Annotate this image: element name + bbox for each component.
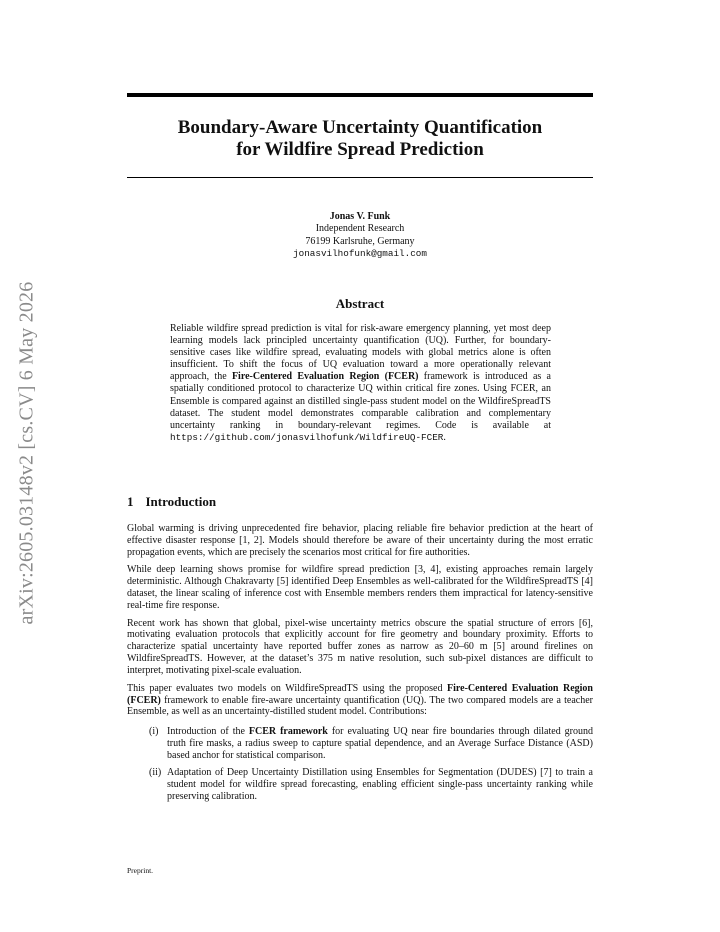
section-heading: [127, 494, 216, 510]
contribution-1-part2: for evaluating UQ near fire boundaries through dilated ground truth fire masks, a radius sweep to capture spatial dependence, and an Average Surface Distance (ASD) based anchor for statistical comparison.: [167, 726, 594, 762]
paragraph-1: Global warming is driving unprecedented fire behavior, placing reliable fire behavior prediction at the heart of effective disaster response [1, 2]. Models should therefore be aware of their uncertainty during the most erratic propagation events, which are precisely the scenarios most critical for fire authorities.: [127, 523, 593, 558]
footer-note: Preprint.: [127, 866, 154, 875]
title-line-1: Boundary-Aware Uncertainty Quantification: [177, 117, 543, 138]
abstract-text-part2: framework is introduced as a spatially conditioned protocol to characterize UQ within critical fire zones. Using FCER, an Ensemble is compared against an distilled single-pass student model on the WildfireSpreadTS dataset. The student model demonstrates comparable calibration and complementary uncertainty ranking in boundary-relevant regimes. Code is available at: [170, 371, 551, 431]
author-name: Jonas V. Funk: [329, 211, 391, 222]
contribution-item-2: [130, 767, 593, 803]
paragraph-4: [127, 683, 593, 719]
title-top-rule: [127, 93, 593, 97]
title-line-2: for Wildfire Spread Prediction: [236, 139, 484, 160]
author-address: 76199 Karlsruhe, Germany: [305, 235, 415, 247]
contribution-label-1: (i): [149, 726, 159, 738]
paragraph-3: Recent work has shown that global, pixel-wise uncertainty metrics obscure the spatial structure of errors [6], motivating evaluation protocols that explicitly account for fire geometry and boundary proximity. Efforts to characterize spatial uncertainty have reported buffer zones as narrow as 20–60 m [5] around firelines on WildfireSpreadTS. However, at the dataset’s 375 m native resolution, such sub-pixel distances are difficult to interpret, motivating pixel-scale evaluation.: [127, 617, 593, 677]
introduction-body: [127, 523, 593, 808]
author-block: [127, 211, 593, 260]
section-title: Introduction: [145, 494, 217, 509]
author-affiliation: Independent Research: [315, 223, 405, 235]
abstract-bold-term: Fire-Centered Evaluation Region (FCER): [231, 371, 419, 383]
contribution-1-part1: Introduction of the: [167, 726, 249, 738]
abstract-text-end: .: [443, 431, 446, 443]
paragraph-4-part2: framework to enable fire-aware uncertainty quantification (UQ). The two compared models are a teacher Ensemble, as well as an uncertainty-distilled student model. Contributions:: [127, 694, 593, 718]
abstract-text-part1: Reliable wildfire spread prediction is vital for risk-aware emergency planning, yet most deep learning models lack principled uncertainty quantification (UQ). Further, for boundary-sensitive cases like wildfire spread, evaluating models with global metrics alone is often insufficient. To shift the focus of UQ evaluation toward a more operationally relevant approach, the: [170, 323, 551, 383]
paper-title: [127, 117, 593, 161]
author-email[interactable]: jonasvilhofunk@gmail.com: [293, 247, 427, 259]
arxiv-sidebar-stamp: [8, 258, 46, 648]
contributions-list: [127, 726, 593, 802]
abstract-heading: Abstract: [335, 296, 385, 311]
arxiv-identifier: arXiv:2605.03148v2 [cs.CV] 6 May 2026: [15, 281, 38, 625]
title-bottom-rule: [127, 177, 593, 178]
abstract-text: [170, 323, 551, 444]
section-number: 1: [127, 494, 134, 509]
code-link[interactable]: https://github.com/jonasvilhofunk/WildfireUQ-FCER: [170, 431, 444, 443]
contribution-1-bold: FCER framework: [248, 726, 328, 738]
paragraph-4-part1: This paper evaluates two models on WildfireSpreadTS using the proposed: [127, 682, 448, 694]
contribution-item-1: [130, 726, 593, 762]
contribution-label-2: (ii): [149, 767, 162, 779]
paragraph-4-bold: Fire-Centered Evaluation Region (FCER): [127, 682, 593, 706]
paragraph-2: While deep learning shows promise for wildfire spread prediction [3, 4], existing approaches remain largely deterministic. Although Chakravarty [5] identified Deep Ensembles as well-calibrated for the WildfireSpreadTS [4] dataset, the linear scaling of inference cost with Ensemble members renders them impractical for latency-sensitive real-time fire response.: [127, 564, 593, 612]
contribution-2-text: Adaptation of Deep Uncertainty Distillation using Ensembles for Segmentation (DUDES) [7] to train a student model for wildfire spread forecasting, enabling efficient single-pass uncertainty ranking while preserving calibration.: [167, 767, 593, 802]
